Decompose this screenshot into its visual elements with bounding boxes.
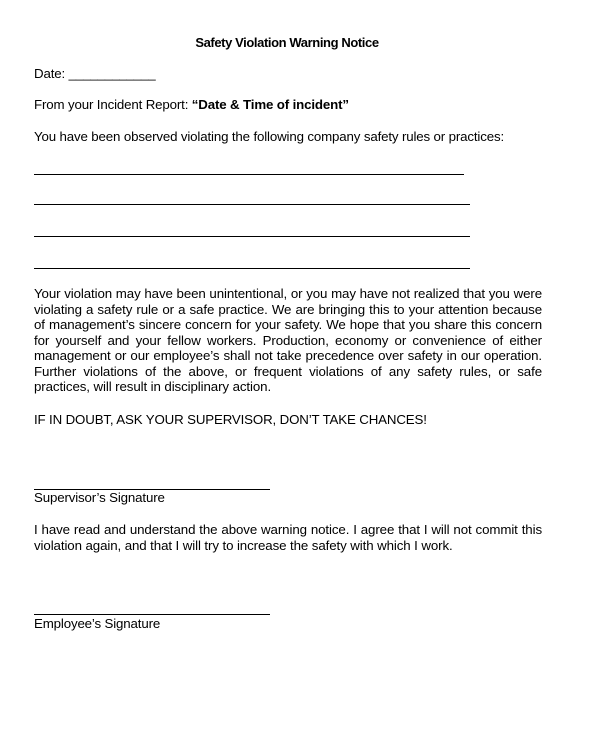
date-blank: ____________ [68,66,156,81]
observed-statement: You have been observed violating the following company safety rules or practices: [34,129,505,144]
acknowledgement-paragraph: I have read and understand the above warning notice. I agree that I will not commit this violation again, and that I will try to increase the safety with which I work. [34,522,542,553]
violation-blank-line-4 [34,268,470,269]
employee-signature-label: Employee’s Signature [34,616,161,631]
violation-explanation-paragraph: Your violation may have been unintentional, or you may have not realized that you were violating a safety rule or a safe practice. We are bringing this to your attention because of management’s sincere concern for your safety. We hope that you share this concern for yourself and your fellow workers. Production, economy or convenience of either management or our employee’s shall not take precedence over safety in our operation. Further violations of the above, or frequent violations of any safety rules, or safe practices, will result in disciplinary action. [34,286,542,394]
incident-report-value: “Date & Time of incident” [191,97,349,112]
date-label: Date: [34,66,66,81]
incident-report-line [34,97,349,112]
document-title: Safety Violation Warning Notice [195,35,379,50]
doubt-warning: IF IN DOUBT, ASK YOUR SUPERVISOR, DON’T TAKE CHANCES! [34,412,427,427]
incident-report-prefix: From your Incident Report: [34,97,192,112]
violation-blank-line-3 [34,236,470,237]
violation-blank-line-1 [34,174,464,175]
violation-blank-line-2 [34,204,470,205]
supervisor-signature-label: Supervisor’s Signature [34,490,165,505]
date-line [34,66,156,81]
employee-signature-line [34,614,270,615]
